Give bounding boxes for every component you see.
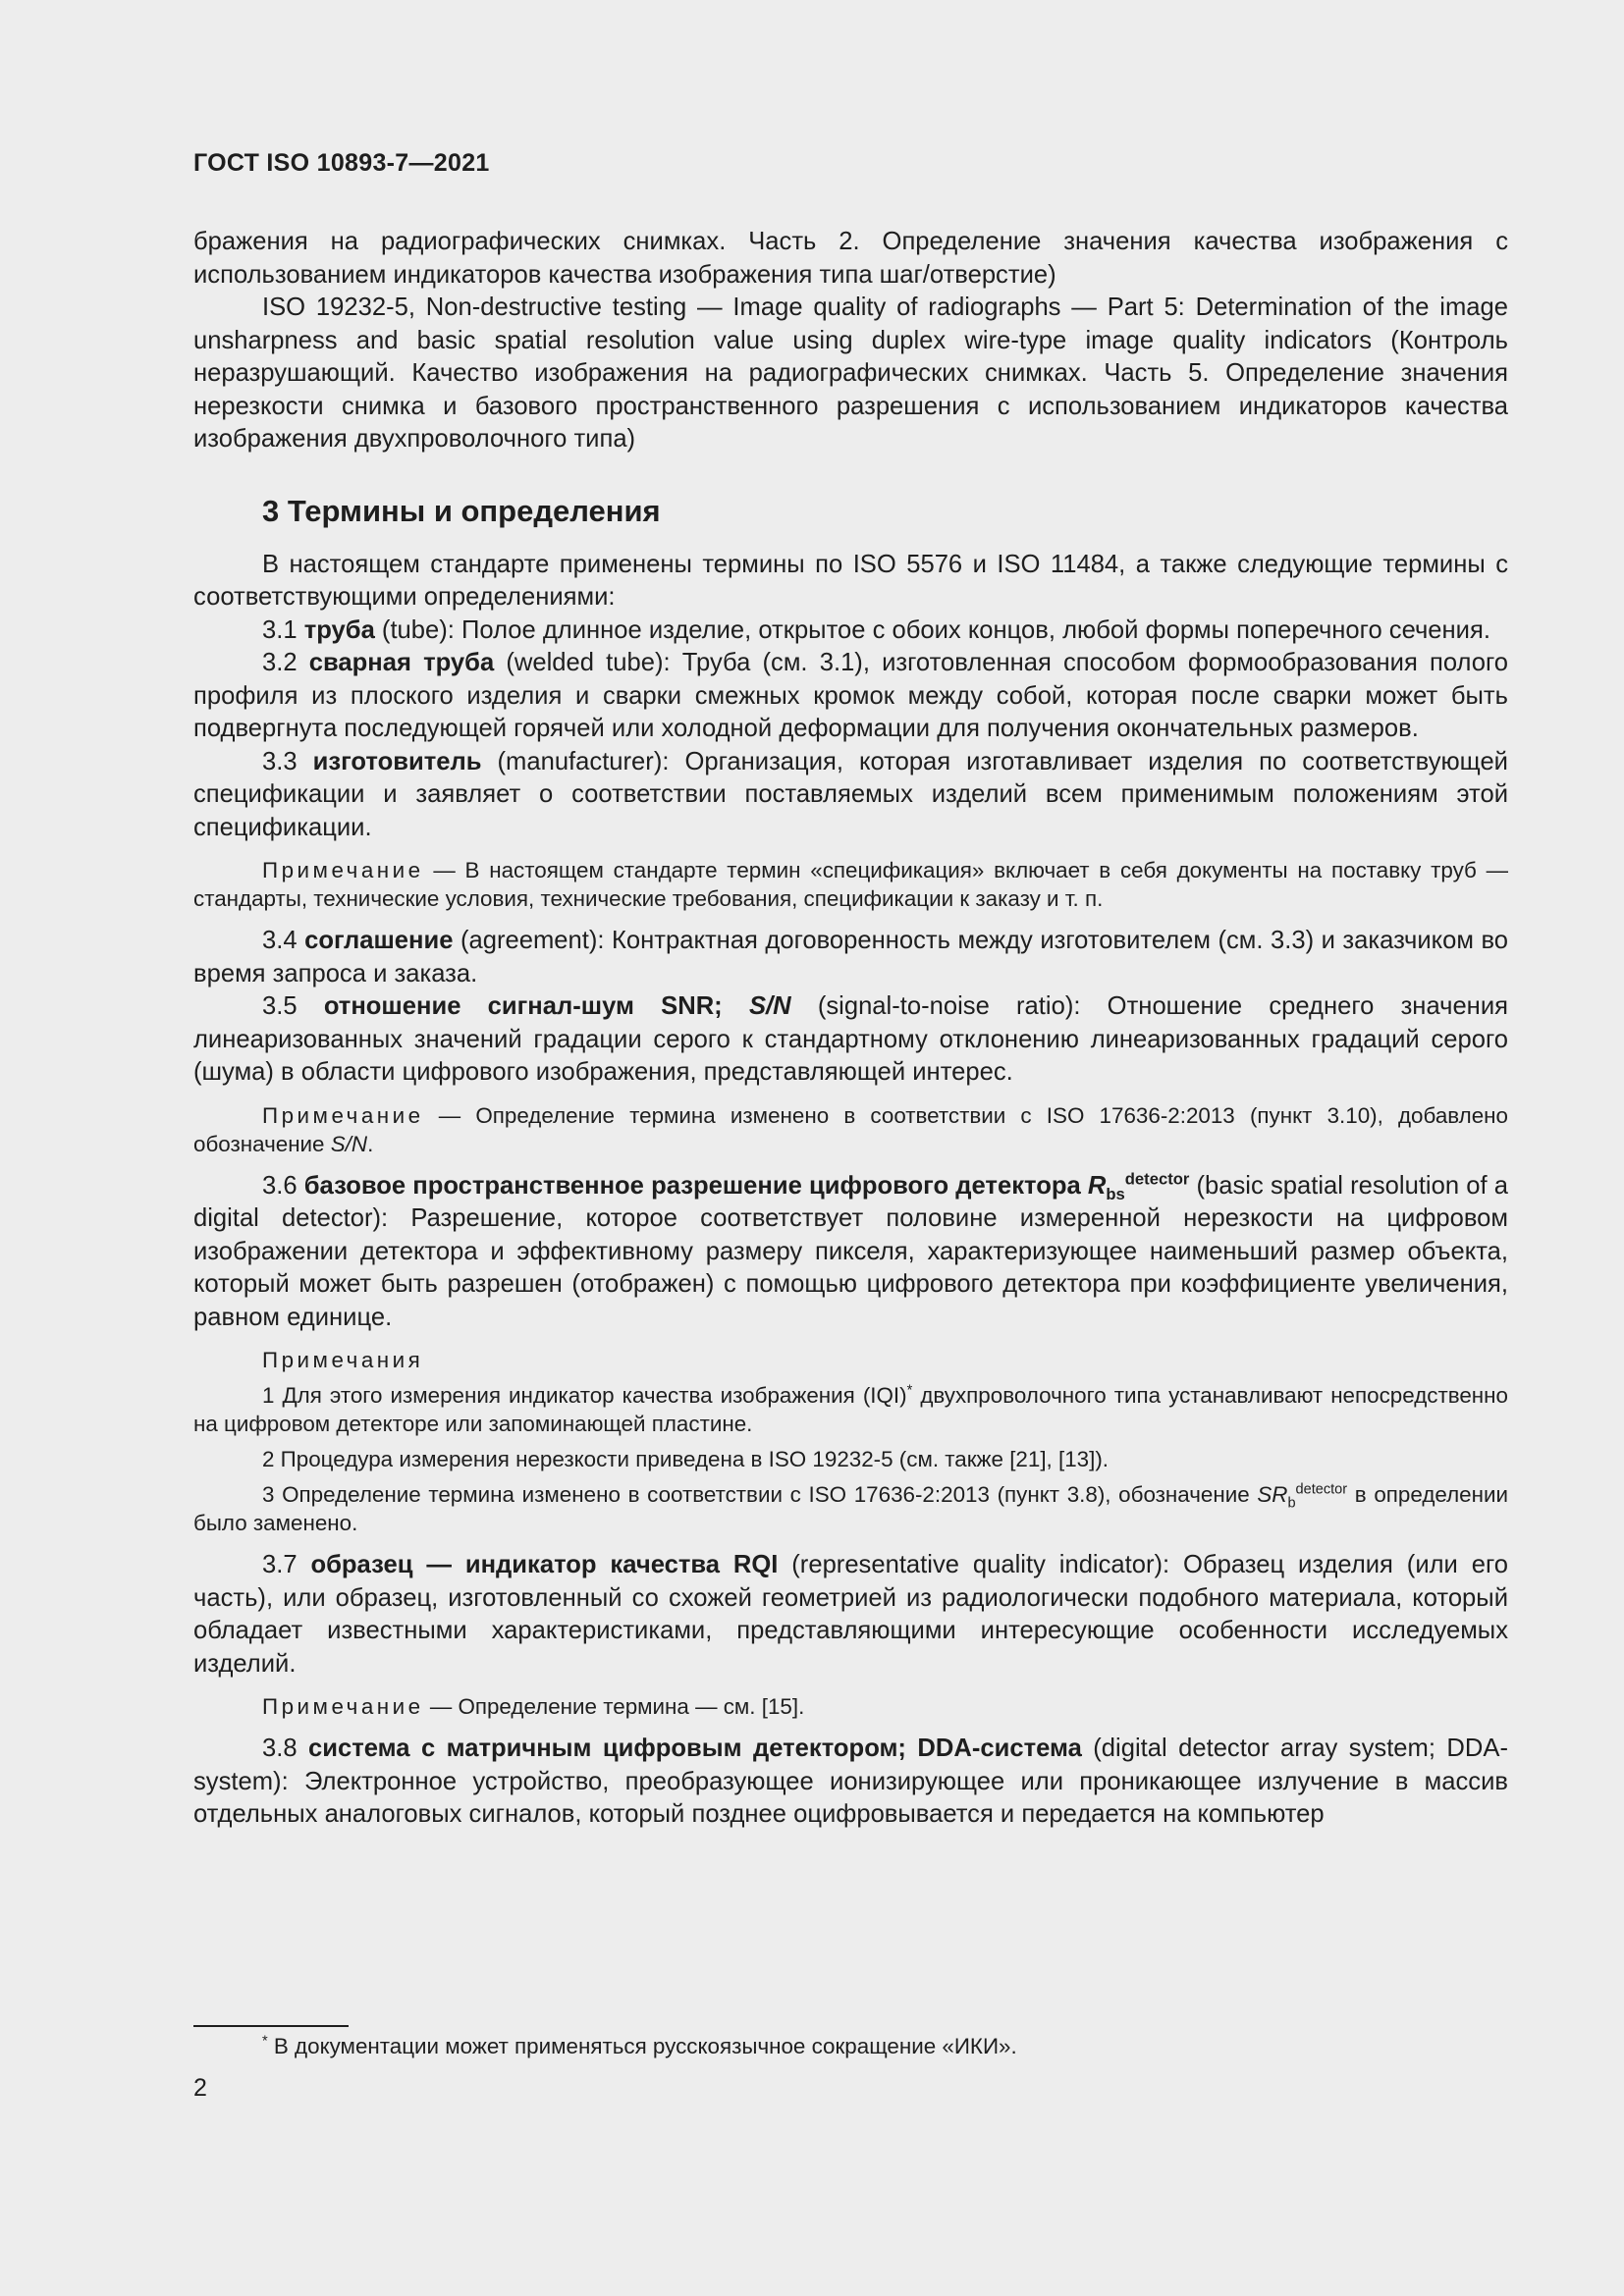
term-3-1: 3.1 труба (tube): Полое длинное изделие, открытое с обоих концов, любой формы поперечного сечения. [262, 615, 1490, 644]
note-label: Примечания [262, 1348, 424, 1372]
note-3-6-2: 2 Процедура измерения нерезкости приведена в ISO 19232-5 (см. также [21], [13]). [262, 1447, 1110, 1471]
term-3-5: 3.5 отношение сигнал-шум SNR; S/N (signal-to-noise ratio): Отношение среднего значения линеаризованных значений градации серого к стандартному отклонению линеаризованных градаций серого (шума) в области цифрового изображения, представляющей интерес. [193, 992, 1508, 1086]
document-header: ГОСТ ISO 10893-7—2021 [193, 149, 490, 177]
note-3-5: Примечание — Определение термина изменено в соответствии с ISO 17636-2:2013 (пункт 3.10), добавлено обозначение S/N. [193, 1102, 1508, 1156]
note-3-3: Примечание — В настоящем стандарте термин «спецификация» включает в себя документы на поставку труб — стандарты, технические условия, технические требования, спецификации к заказу и т. п. [193, 858, 1508, 911]
page-content [193, 226, 1508, 1832]
note-3-7: Примечание — Определение термина — см. [15]. [262, 1694, 805, 1719]
note-label: Примечание [262, 1102, 424, 1128]
footnote-separator [193, 2025, 349, 2027]
term-name: соглашение [304, 927, 454, 954]
footnote-mark: * [262, 2033, 268, 2050]
reference-iso-19232-5: ISO 19232-5, Non-destructive testing — Image quality of radiographs — Part 5: Determination of the image unsharpness and basic spatial resolution value using duplex wire-type image quality indicators (Контроль неразрушающий. Качество изображения на радиографических снимках. Часть 5. Определение значения нерезкости снимка и базового пространственного разрешения с использованием индикаторов качества изображения двухпроволочного типа) [193, 294, 1508, 453]
term-3-2: 3.2 сварная труба (welded tube): Труба (см. 3.1), изготовленная способом формообразования полого профиля из плоского изделия и сварки смежных кромок между собой, которая после сварки может быть подвергнута последующей горячей или холодной деформации для получения окончательных размеров. [193, 649, 1508, 742]
note-3-6-3: 3 Определение термина изменено в соответствии с ISO 17636-2:2013 (пункт 3.8), обозначение $SR_b^{detector}$ в определении было заменено. [193, 1481, 1508, 1535]
footnote-reference: * [906, 1382, 913, 1399]
term-3-7: 3.7 образец — индикатор качества RQI (representative quality indicator): Образец изделия (или его часть), или образец, изготовленный со схожей геометрией из радиологически подобного материала, который обладает известными характеристиками, представляющими интересующие особенности исследуемых изделий. [193, 1551, 1508, 1678]
notes-3-6-label [193, 1346, 1508, 1374]
term-name: изготовитель [312, 747, 482, 775]
note-label: Примечание [262, 858, 424, 882]
term-3-6: 3.6 базовое пространственное разрешение цифрового детектора $R_{bs}^{detector}$ (basic spatial resolution of a digital detector): Разрешение, которое соответствует половине измеренной нерезкости на цифровом изображении детектора и эффективному размеру пикселя, характеризующее наименьший размер объекта, который может быть разрешен (отображен) с помощью цифрового детектора при коэффициенте увеличения, равном единице. [193, 1168, 1508, 1331]
symbol-sr: SR [1257, 1482, 1288, 1507]
section-heading: 3 Термины и определения [262, 493, 661, 528]
term-name: базовое пространственное разрешение цифрового детектора $R_{bs}^{detector}$ [303, 1168, 1190, 1203]
term-3-3: 3.3 изготовитель (manufacturer): Организация, которая изготавливает изделия по соответствующей спецификации и заявляет о соответствии поставляемых изделий всем применимым положениям этой спецификации. [193, 747, 1508, 841]
term-name: система с матричным цифровым детектором; DDA-система [308, 1735, 1082, 1762]
note-label: Примечание [262, 1694, 424, 1719]
term-3-8: 3.8 система с матричным цифровым детектором; DDA-система (digital detector array system; DDA-system): Электронное устройство, преобразующее ионизирующее или проникающее излучение в массив отдельных аналоговых сигналов, который позднее оцифровывается и передается на компьютер [193, 1735, 1508, 1828]
intro-paragraph-continued: бражения на радиографических снимках. Часть 2. Определение значения качества изображения с использованием индикаторов качества изображения типа шаг/отверстие) [193, 228, 1508, 289]
term-name: отношение сигнал-шум SNR; S/N [323, 992, 791, 1020]
term-name: образец — индикатор качества RQI [310, 1551, 779, 1578]
term-3-4: 3.4 соглашение (agreement): Контрактная договоренность между изготовителем (см. 3.3) и заказчиком во время запроса и заказа. [193, 927, 1508, 988]
note-3-6-1: 1 Для этого измерения индикатор качества изображения (IQI)* двухпроволочного типа устанавливают непосредственно на цифровом детекторе или запоминающей пластине. [193, 1382, 1508, 1436]
footnote: * В документации может применяться русскоязычное сокращение «ИКИ». [262, 2033, 1017, 2058]
symbol-r: R [1087, 1171, 1107, 1200]
term-name: труба [303, 615, 375, 644]
page-number: 2 [193, 2074, 207, 2102]
term-name: сварная труба [308, 649, 495, 676]
section-intro: В настоящем стандарте применены термины по ISO 5576 и ISO 11484, а также следующие термины с соответствующими определениями: [193, 550, 1508, 611]
